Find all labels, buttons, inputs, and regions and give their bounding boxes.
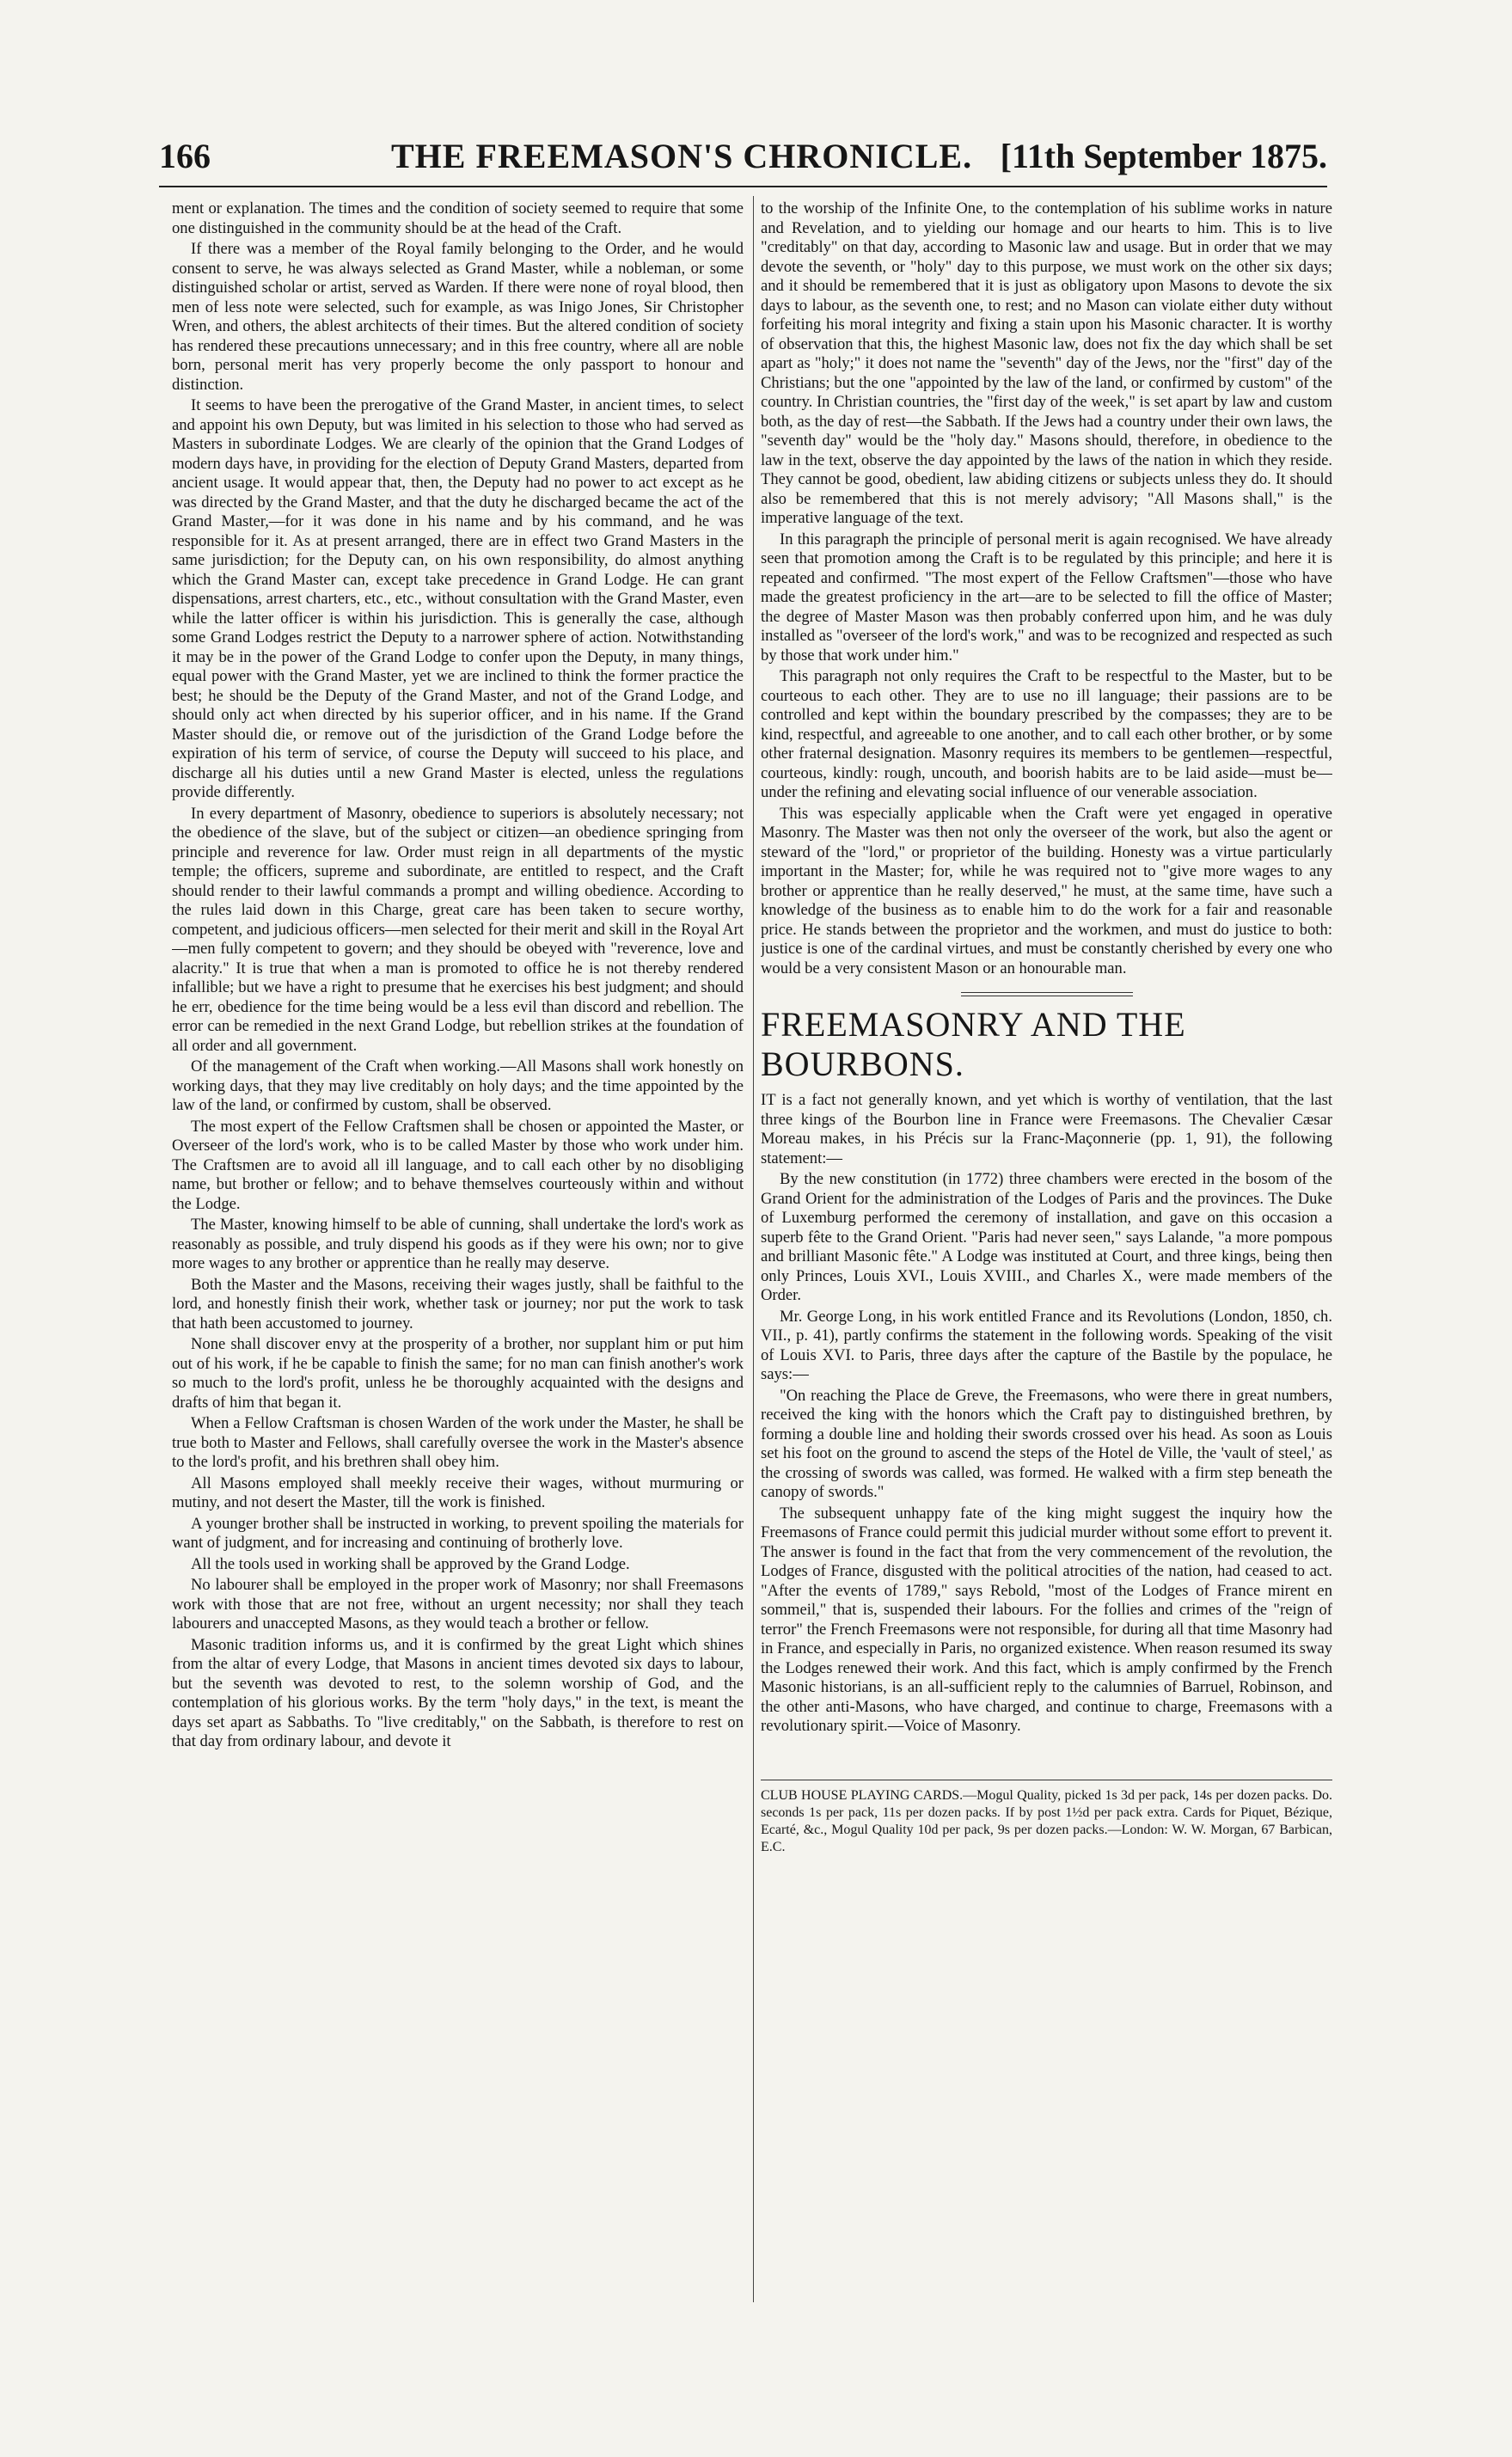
left-paragraph: Of the management of the Craft when working.—All Masons shall work honestly on working days, that they may live creditably on holy days; and the time appointed by the law of the land, or confirmed by custom, shall be observed. [172, 1057, 744, 1114]
right-paragraph: This paragraph not only requires the Craft to be respectful to the Master, but to be courteous to each other. They are to use no ill language; their passions are to be controlled and kept within the boundary prescribed by the compasses; they are to be kind, respectful, and agreeable to one another, and to call each other brother, or by some other fraternal designation. Masonry requires its members to be gentlemen—respectful, courteous, kindly: rough, uncouth, and boorish habits are to be laid aside—must be—under the refining and elevating social influence of our venerable association. [761, 667, 1332, 801]
left-paragraph: All Masons employed shall meekly receive their wages, without murmuring or mutiny, and not desert the Master, till the work is finished. [172, 1474, 744, 1511]
article-paragraph: By the new constitution (in 1772) three chambers were erected in the bosom of the Grand Orient for the administration of the Lodges of Paris and the provinces. The Duke of Luxemburg performed the ceremony of installation, and gave on this occasion a superb fête to the Grand Orient. "Paris had never seen," says Lalande, "a more pompous and brilliant Masonic fête." A Lodge was instituted at Court, and three kings, being then only Princes, Louis XVI., Louis XVIII., and Charles X., were made members of the Order. [761, 1170, 1332, 1304]
left-paragraph: Both the Master and the Masons, receiving their wages justly, shall be faithful to the lord, and honestly finish their work, whether task or journey; nor put the work to task that hath been accustomed to journey. [172, 1275, 744, 1333]
right-paragraph: This was especially applicable when the Craft were yet engaged in operative Masonry. The Master was then not only the overseer of the work, but also the agent or steward of the "lord," or proprietor of the building. Honesty was a virtue particularly important in the Master; for, while he was required not to "give more wages to any brother or apprentice than he really deserved," he must, at the same time, have such a knowledge of the business as to enable him to do the work for a fair and reasonable price. He stands between the proprietor and the workmen, and must do justice to both: justice is one of the cardinal virtues, and must be constantly cherished by every one who would be a very consistent Mason or an honourable man. [761, 804, 1332, 977]
column-divider [753, 196, 754, 2302]
left-paragraph: ment or explanation. The times and the condition of society seemed to require that some one distinguished in the community should be at the head of the Craft. [172, 199, 744, 237]
article-title: FREEMASONRY AND THE BOURBONS. [761, 1005, 1186, 1083]
left-paragraph: None shall discover envy at the prosperity of a brother, nor supplant him or put him out of his work, if he be capable to finish the same; for no man can finish another's work so much to the lord's profit, unless he be thoroughly acquainted with the designs and drafts of him that began it. [172, 1335, 744, 1412]
article-paragraph: "On reaching the Place de Greve, the Freemasons, who were there in great numbers, received the king with the honors which the Craft pay to distinguished brethren, by forming a double line and holding their swords crossed over his head. As soon as Louis set his foot on the ground to ascend the steps of the Hotel de Ville, the 'vault of steel,' as the crossing of swords was called, was formed. He walked with a firm step beneath the canopy of swords." [761, 1386, 1332, 1501]
left-paragraph: When a Fellow Craftsman is chosen Warden of the work under the Master, he shall be true both to Master and Fellows, shall carefully oversee the work in the Master's absence to the lord's profit, and his brethren shall obey him. [172, 1414, 744, 1471]
issue-date: [11th September 1875. [1000, 137, 1327, 175]
article-paragraph: The subsequent unhappy fate of the king might suggest the inquiry how the Freemasons of France could permit this judicial murder without some effort to prevent it. The answer is found in the fact that from the very commencement of the revolution, the Lodges of France, disgusted with the political atrocities of the nation, had ceased to act. "After the events of 1789," says Rebold, "most of the Lodges of France mirent en sommeil," that is, suspended their labours. For the follies and crimes of the "reign of terror" the French Freemasons were not responsible, for during all that time Masonry had in France, and especially in Paris, no organized existence. When reason resumed its sway the Lodges renewed their work. And this fact, which is amply confirmed by the French Masonic historians, is an all-sufficient reply to the calumnies of Barruel, Robinson, and the other anti-Masons, who have charged, and continue to charge, Freemasons with a revolutionary spirit.—Voice of Masonry. [761, 1504, 1332, 1735]
masthead [159, 129, 1327, 182]
left-paragraph: Masonic tradition informs us, and it is confirmed by the great Light which shines from the altar of every Lodge, that Masons in ancient times devoted six days to labour, but the seventh was devoted to rest, to the solemn worship of God, and the contemplation of his glorious works. By the term "holy days," in the text, is meant the days set apart as Sabbaths. To "live creditably," on the Sabbath, is therefore to rest on that day from ordinary labour, and devote it [172, 1635, 744, 1750]
article-separator [961, 992, 1133, 996]
left-paragraph: It seems to have been the prerogative of the Grand Master, in ancient times, to select and appoint his own Deputy, but was limited in his selection to those who had served as Masters in subordinate Lodges. We are clearly of the opinion that the Grand Lodges of modern days have, in providing for the election of Deputy Grand Masters, departed from ancient usage. It would appear that, then, the Deputy had no power to act except as he was directed by the Grand Master, and that the duty he discharged became the act of the Grand Master,—for it was done in his name and by his command, and he was responsible for it. As at present arranged, there are in effect two Grand Masters in the same jurisdiction; for the Deputy can, on his own responsibility, do almost anything which the Grand Master can, except take precedence in Grand Lodge. He can grant dispensations, arrest charters, etc., etc., without consultation with the Grand Master, even while the latter officer is within his jurisdiction. This is generally the case, although some Grand Lodges restrict the Deputy to a narrower sphere of action. Notwithstanding it may be in the power of the Grand Lodge to confer upon the Deputy, in many things, equal power with the Grand Master, yet we are inclined to think the former practice the best; he should be the Deputy of the Grand Master, and not of the Grand Lodge, and should only act when directed by his superior officer, and in his name. If the Grand Master should die, or remove out of the jurisdiction of the Grand Lodge before the expiration of his term of service, of course the Deputy will succeed to his place, and discharge all his duties until a new Grand Master is elected, unless the regulations provide differently. [172, 396, 744, 801]
left-column [172, 199, 744, 2314]
left-paragraph: The most expert of the Fellow Craftsmen shall be chosen or appointed the Master, or Overseer of the lord's work, who is to be called Master by those who work under him. The Craftsmen are to avoid all ill language, and to call each other by no disobliging name, but brother or fellow; and to behave themselves courteously within and without the Lodge. [172, 1117, 744, 1213]
left-paragraph: If there was a member of the Royal family belonging to the Order, and he would consent to serve, he was always selected as Grand Master, while a nobleman, or some distinguished scholar or artist, served as Warden. If there were none of royal blood, then men of less note were selected, such for example, as was Inigo Jones, Sir Christopher Wren, and others, the ablest architects of their times. But the altered condition of society has rendered these precautions unnecessary; and in this free country, where all are noble born, personal merit has very properly become the only passport to honour and distinction. [172, 240, 744, 394]
left-paragraph: The Master, knowing himself to be able of cunning, shall undertake the lord's work as reasonably as possible, and truly dispend his goods as if they were his own; nor to give more wages to any brother or apprentice than he really may deserve. [172, 1216, 744, 1272]
right-paragraph: to the worship of the Infinite One, to the contemplation of his sublime works in nature and Revelation, and to yielding our homage and our hearts to him. This is to live "creditably" on that day, according to Masonic law and usage. But in order that we may devote the seventh, or "holy" day to this purpose, we must work on the other six days; and it should be remembered that it is just as obligatory upon Masons to devote the six days to labour, as the seventh one, to rest; and no Mason can violate either duty without forfeiting his moral integrity and fixing a stain upon his Masonic character. It is worthy of observation that this, the highest Masonic law, does not fix the day which shall be set apart as "holy;" it does not name the "seventh" day of the Jews, nor the "first" day of the Christians; but the one "appointed by the law of the land, or confirmed by custom" of the country. In Christian countries, the "first day of the week," is set apart by law and custom both, as the day of rest—the Sabbath. If the Jews had a country under their own laws, the "seventh day" would be the "holy day." Masons should, therefore, in obedience to the law in the text, observe the day appointed by the laws of the nation in which they reside. They cannot be good, obedient, law abiding citizens or subjects unless they do. It should also be remembered that this is not merely advisory; "All Masons shall," is the imperative language of the text. [761, 199, 1332, 527]
left-paragraph: A younger brother shall be instructed in working, to prevent spoiling the materials for want of judgment, and for increasing and continuing of brotherly love. [172, 1514, 744, 1552]
publication-title: THE FREEMASON'S CHRONICLE. [391, 137, 973, 175]
page-number: 166 [159, 137, 211, 175]
right-column [761, 199, 1332, 2297]
right-paragraph: In this paragraph the principle of personal merit is again recognised. We have already seen that promotion among the Craft is to be regulated by this principle; and here it is repeated and confirmed. "The most expert of the Fellow Craftsmen"—those who have made the greatest proficiency in the art—are to be selected to fill the office of Master; the degree of Master Mason was then probably conferred upon him, and he was duly installed as "overseer of the lord's work," and was to be recognized and respected as such by those that work under him." [761, 530, 1332, 665]
left-paragraph: All the tools used in working shall be approved by the Grand Lodge. [191, 1554, 630, 1573]
masthead-rule [159, 186, 1327, 187]
article-paragraph: Mr. George Long, in his work entitled France and its Revolutions (London, 1850, ch. VII., p. 41), partly confirms the statement in the following words. Speaking of the visit of Louis XVI. to Paris, three days after the capture of the Bastile by the populace, he says:— [761, 1307, 1332, 1383]
left-paragraph: No labourer shall be employed in the proper work of Masonry; nor shall Freemasons work with those that are not free, without an urgent necessity; nor shall they teach labourers and unaccepted Masons, as they would teach a brother or fellow. [172, 1576, 744, 1633]
advertisement: CLUB HOUSE PLAYING CARDS.—Mogul Quality, picked 1s 3d per pack, 14s per dozen packs. Do. seconds 1s per pack, 11s per dozen packs. If by post 1½d per pack extra. Cards for Piquet, Bézique, Ecarté, &c., Mogul Quality 10d per pack, 9s per dozen packs.—London: W. W. Morgan, 67 Barbican, E.C. [761, 1787, 1332, 1854]
left-paragraph: In every department of Masonry, obedience to superiors is absolutely necessary; not the obedience of the slave, but of the subject or citizen—an obedience springing from principle and reverence for law. Order must reign in all departments of the mystic temple; the officers, supreme and subordinate, are entitled to respect, and the Craft should render to their lawful commands a prompt and willing obedience. According to the rules laid down in this Charge, great care has been taken to secure worthy, competent, and judicious officers—men selected for their merit and skill in the Royal Art—men fully competent to govern; and they should be obeyed with "reverence, love and alacrity." It is true that when a man is promoted to office he is not thereby rendered infallible; but we have a right to presume that he exercises his best judgment; and should he err, obedience for the time being would be a less evil than discord and rebellion. The error can be remedied in the next Grand Lodge, but rebellion strikes at the foundation of all order and all government. [172, 804, 744, 1055]
article-paragraph: IT is a fact not generally known, and yet which is worthy of ventilation, that the last three kings of the Bourbon line in France were Freemasons. The Chevalier Cæsar Moreau makes, in his Précis sur la Franc-Maçonnerie (pp. 1, 91), the following statement:— [761, 1091, 1332, 1167]
